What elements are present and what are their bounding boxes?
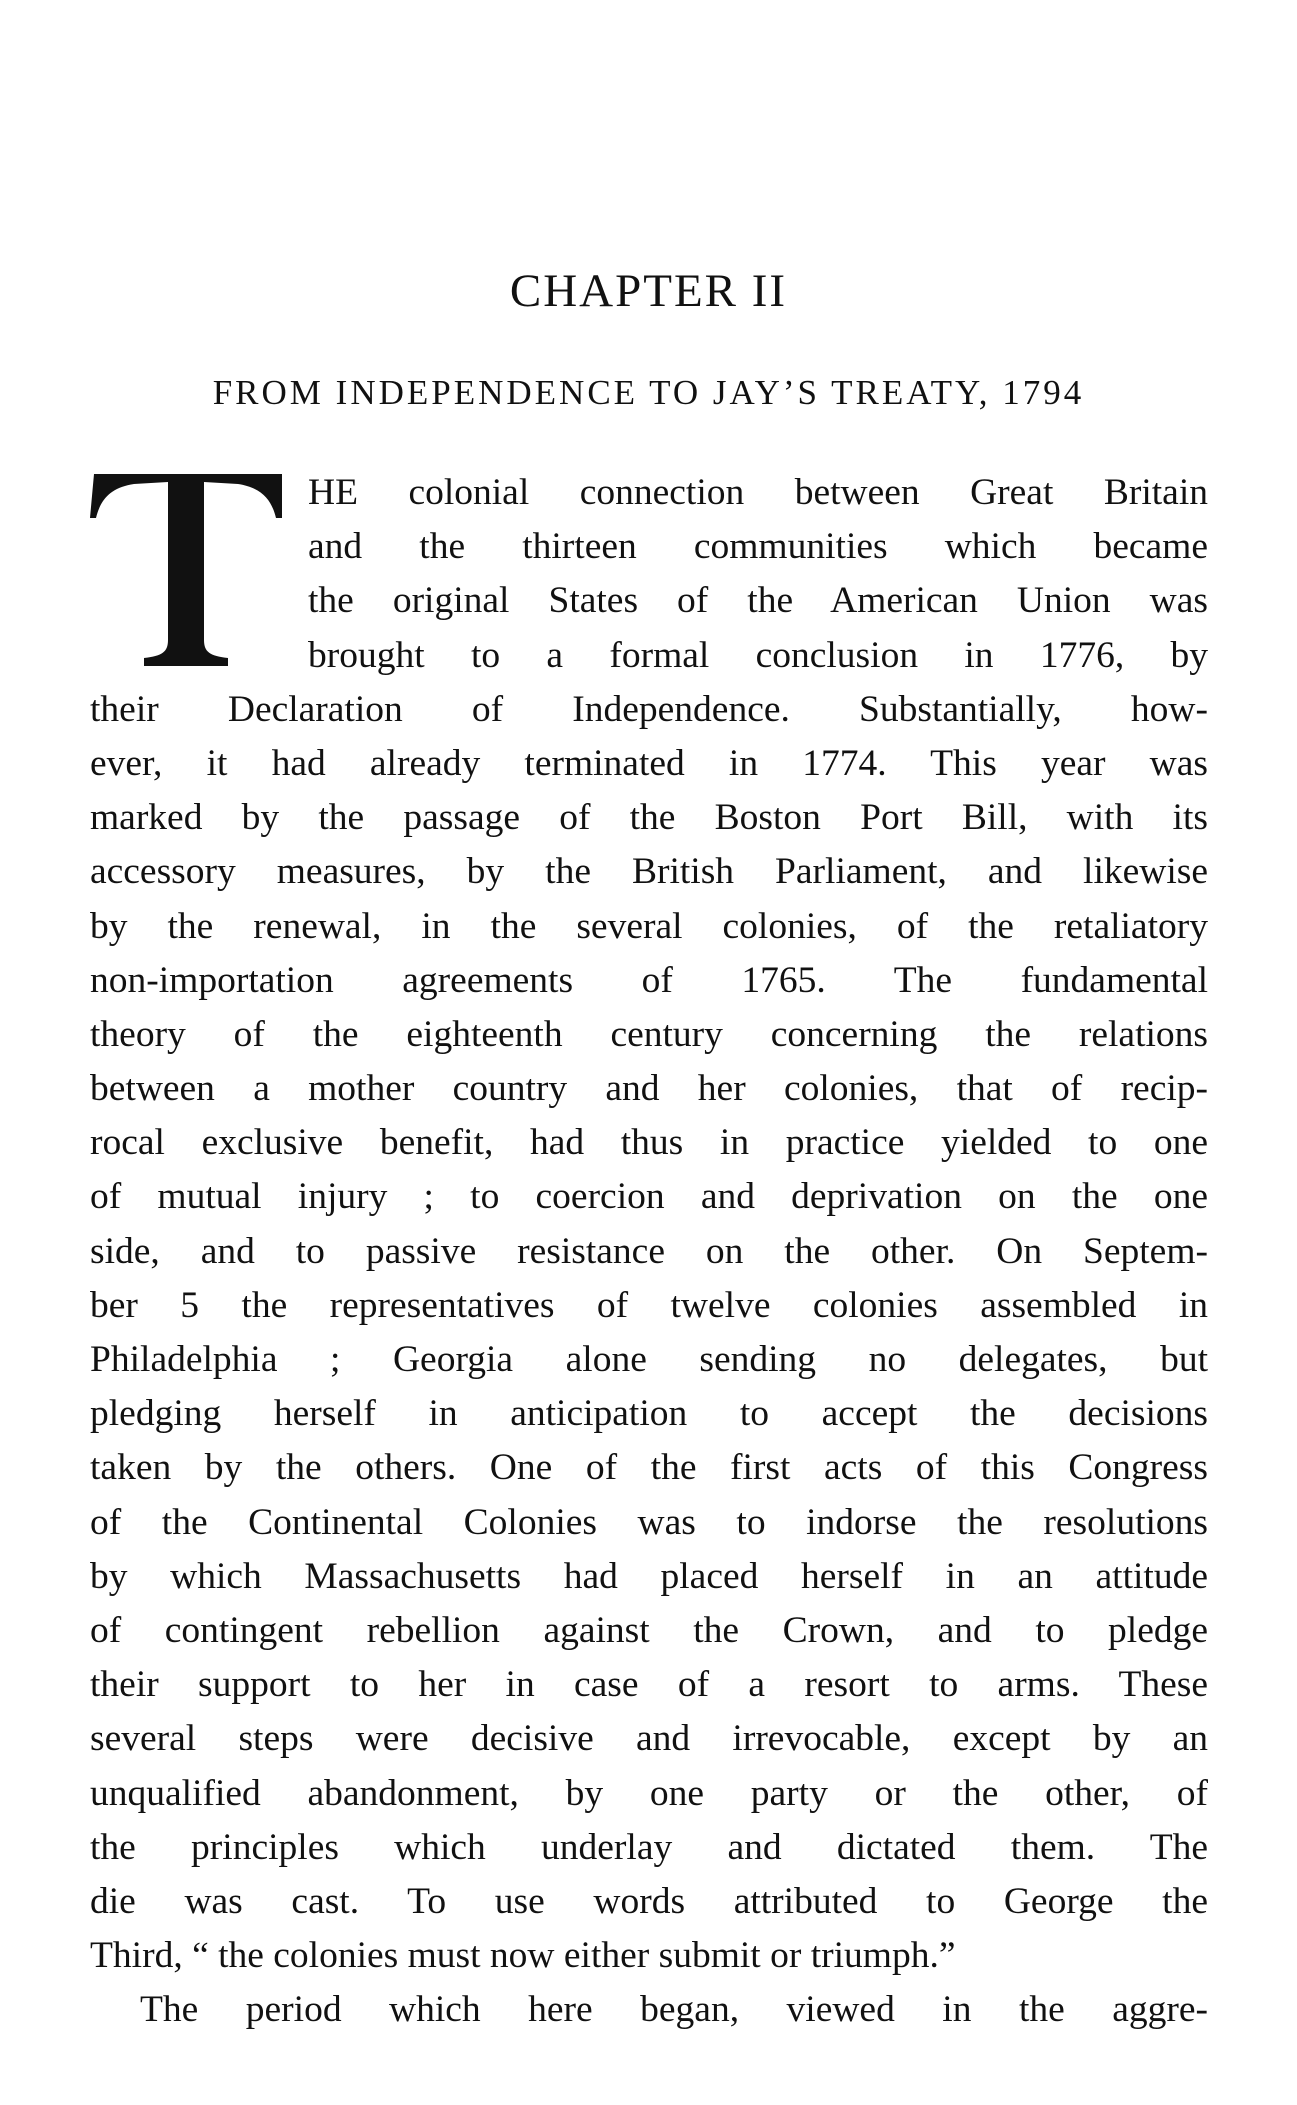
text-line: taken by the others. One of the first acts of this Congress (90, 1447, 1208, 1489)
text-line-paragraph-start: The period which here began, viewed in the aggre- (140, 1989, 1208, 2031)
chapter-title: FROM INDEPENDENCE TO JAY’S TREATY, 1794 (212, 373, 1085, 412)
text-line: by the renewal, in the several colonies, of the retaliatory (90, 905, 1208, 947)
text-line: the principles which underlay and dictated them. The (90, 1826, 1208, 1868)
text-line: of mutual injury ; to coercion and deprivation on the one (90, 1176, 1208, 1218)
text-line: unqualified abandonment, by one party or the other, of (90, 1772, 1208, 1814)
text-line: their support to her in case of a resort to arms. These (90, 1664, 1208, 1706)
chapter-number: CHAPTER II (509, 265, 788, 317)
text-line: between a mother country and her colonies, that of recip- (90, 1068, 1208, 1110)
text-line: pledging herself in anticipation to accept the decisions (90, 1393, 1208, 1435)
text-line: ber 5 the representatives of twelve colonies assembled in (90, 1284, 1208, 1326)
text-line: Philadelphia ; Georgia alone sending no delegates, but (90, 1339, 1208, 1380)
text-line: of the Continental Colonies was to indorse the resolutions (90, 1501, 1208, 1543)
text-line-drop-cap-rest: HE colonial connection between Great Britain (308, 472, 1208, 513)
text-line: accessory measures, by the British Parliament, and likewise (90, 851, 1208, 893)
text-line: brought to a formal conclusion in 1776, by (308, 634, 1208, 676)
drop-cap-letter-t (88, 468, 288, 668)
text-line: non-importation agreements of 1765. The fundamental (90, 959, 1208, 1001)
text-line: their Declaration of Independence. Substantially, how- (90, 688, 1208, 730)
text-line: ever, it had already terminated in 1774. This year was (90, 742, 1208, 784)
text-line: die was cast. To use words attributed to George the (90, 1880, 1208, 1922)
text-line-paragraph-end: Third, “ the colonies must now either submit or triumph.” (90, 1935, 956, 1977)
text-line: rocal exclusive benefit, had thus in practice yielded to one (90, 1122, 1208, 1164)
text-line: by which Massachusetts had placed herself in an attitude (90, 1555, 1208, 1597)
text-line: the original States of the American Union was (308, 580, 1208, 622)
text-line: marked by the passage of the Boston Port Bill, with its (90, 797, 1208, 839)
text-line: and the thirteen communities which became (308, 526, 1208, 568)
text-line: theory of the eighteenth century concerning the relations (90, 1013, 1208, 1055)
text-line: several steps were decisive and irrevocable, except by an (90, 1718, 1208, 1760)
text-line: side, and to passive resistance on the other. On Septem- (90, 1230, 1208, 1272)
body-text (90, 466, 1208, 2037)
text-line: of contingent rebellion against the Crown, and to pledge (90, 1609, 1208, 1651)
